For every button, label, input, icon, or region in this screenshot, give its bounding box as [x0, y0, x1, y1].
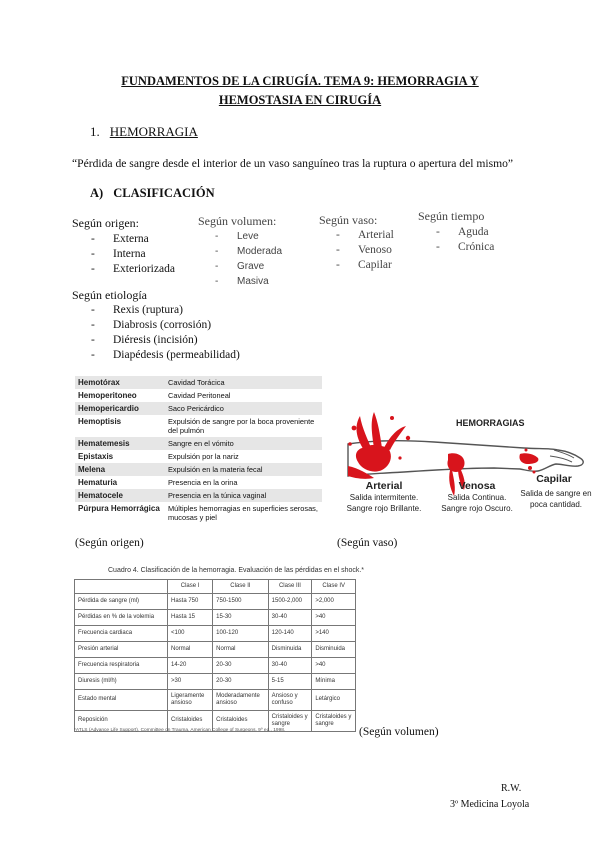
classification-etiologia	[72, 288, 240, 363]
definition-quote: “Pérdida de sangre desde el interior de un vaso sanguíneo tras la ruptura o apertura del mismo”	[72, 157, 514, 170]
capillary-desc: poca cantidad.	[529, 500, 583, 509]
table-row	[75, 502, 322, 524]
shock-table-title: Cuadro 4. Clasificación de la hemorragia. Evaluación de las pérdidas en el shock.*	[108, 567, 365, 574]
row-label: Diuresis (ml/h)	[75, 674, 168, 690]
subsection-heading	[90, 186, 215, 201]
table-row	[75, 690, 356, 711]
footer-course: 3º Medicina Loyola	[450, 799, 530, 810]
caption-volumen: (Según volumen)	[359, 726, 439, 738]
hemorrhage-types-figure	[344, 404, 594, 522]
table-row	[75, 642, 356, 658]
table-cell: >2,000	[312, 594, 356, 610]
table-cell: 30-40	[268, 658, 312, 674]
classification-heading: Según origen:	[72, 216, 139, 230]
table-row	[75, 402, 322, 415]
hemorrhage-term: Hematocele	[75, 489, 165, 502]
caption-vaso: (Según vaso)	[337, 537, 398, 549]
hemorrhage-term: Hematuria	[75, 476, 165, 489]
list-item: - Diabrosis (corrosión)	[91, 318, 240, 333]
table-cell: Cristaloides	[213, 711, 269, 732]
shock-classification-table	[74, 579, 356, 732]
table-cell: Cristaloides y sangre	[268, 711, 312, 732]
table-cell: >30	[168, 674, 213, 690]
list-item: - Crónica	[436, 240, 494, 255]
row-label: Frecuencia respiratoria	[75, 658, 168, 674]
table-row	[75, 626, 356, 642]
classification-list	[91, 232, 175, 277]
classification-origen	[72, 216, 175, 277]
table-cell: >40	[312, 610, 356, 626]
table-cell: Cristaloides y sangre	[312, 711, 356, 732]
column-header: Clase II	[213, 580, 269, 594]
hemorrhage-definition: Cavidad Torácica	[165, 376, 322, 389]
classification-tiempo	[418, 209, 494, 255]
classification-volumen	[198, 214, 282, 289]
table-row	[75, 610, 356, 626]
classification-list	[436, 225, 494, 255]
table-row	[75, 376, 322, 389]
list-item: - Exteriorizada	[91, 262, 175, 277]
venous-label: Venosa	[458, 480, 496, 492]
hemorrhage-term: Hemopericardio	[75, 402, 165, 415]
capillary-label: Capilar	[536, 473, 572, 485]
hemorrhage-definition: Saco Pericárdico	[165, 402, 322, 415]
classification-heading: Según volumen:	[198, 214, 277, 228]
subsection-label: CLASIFICACIÓN	[113, 186, 215, 200]
table-row	[75, 489, 322, 502]
table-row	[75, 463, 322, 476]
table-cell: Mínima	[312, 674, 356, 690]
hemorrhage-definition: Expulsión por la nariz	[165, 450, 322, 463]
table-cell: 14-20	[168, 658, 213, 674]
hemorrhage-term: Púrpura Hemorrágica	[75, 502, 165, 524]
classification-list	[91, 303, 240, 363]
list-item: - Diapédesis (permeabilidad)	[91, 348, 240, 363]
row-label: Frecuencia cardiaca	[75, 626, 168, 642]
list-item: - Venoso	[336, 243, 394, 258]
hemorrhage-definition: Presencia en la túnica vaginal	[165, 489, 322, 502]
hemorrhage-term: Hemotórax	[75, 376, 165, 389]
hemorrhage-term: Hemoptisis	[75, 415, 165, 437]
table-cell: 30-40	[268, 610, 312, 626]
arterial-desc: Sangre rojo Brillante.	[346, 504, 422, 513]
table-row	[75, 594, 356, 610]
table-cell: Hasta 750	[168, 594, 213, 610]
arterial-label: Arterial	[365, 480, 403, 492]
column-header: Clase III	[268, 580, 312, 594]
table-cell: Cristaloides	[168, 711, 213, 732]
table-cell: Ansioso y confuso	[268, 690, 312, 711]
table-cell: Moderadamente ansioso	[213, 690, 269, 711]
row-label: Pérdida de sangre (ml)	[75, 594, 168, 610]
table-cell: 100-120	[213, 626, 269, 642]
row-label: Pérdidas en % de la volemia	[75, 610, 168, 626]
table-cell: 20-30	[213, 674, 269, 690]
table-cell: 5-15	[268, 674, 312, 690]
list-item: - Rexis (ruptura)	[91, 303, 240, 318]
table-row	[75, 389, 322, 402]
section-number: 1.	[90, 124, 100, 139]
hemorrhage-definition: Expulsión en la materia fecal	[165, 463, 322, 476]
table-cell: 120-140	[268, 626, 312, 642]
hemorrhage-definition: Expulsión de sangre por la boca proveniente del pulmón	[165, 415, 322, 437]
table-row	[75, 415, 322, 437]
table-row	[75, 450, 322, 463]
classification-heading: Según vaso:	[319, 213, 378, 227]
classification-list	[215, 229, 282, 289]
table-cell: Hasta 15	[168, 610, 213, 626]
table-cell: Letárgico	[312, 690, 356, 711]
hemorrhage-definition: Sangre en el vómito	[165, 437, 322, 450]
footer-initials: R.W.	[501, 783, 522, 794]
page-title: FUNDAMENTOS DE LA CIRUGÍA. TEMA 9: HEMORRAGIA Y HEMOSTASIA EN CIRUGÍA	[121, 74, 479, 107]
row-label: Presión arterial	[75, 642, 168, 658]
table-cell: <100	[168, 626, 213, 642]
classification-vaso	[319, 213, 394, 273]
row-label: Reposición	[75, 711, 168, 732]
list-item: - Moderada	[215, 244, 282, 259]
list-item: - Interna	[91, 247, 175, 262]
list-item: - Aguda	[436, 225, 494, 240]
hemorrhage-definition: Presencia en la orina	[165, 476, 322, 489]
table-row	[75, 658, 356, 674]
arterial-desc: Salida intermitente.	[349, 493, 419, 502]
table-row	[75, 476, 322, 489]
table-cell: Normal	[168, 642, 213, 658]
list-item: - Capilar	[336, 258, 394, 273]
figure-title: HEMORRAGIAS	[456, 418, 525, 428]
hemorrhage-term: Hemoperitoneo	[75, 389, 165, 402]
classification-heading: Según tiempo	[418, 209, 485, 223]
row-label: Estado mental	[75, 690, 168, 711]
list-item: - Arterial	[336, 228, 394, 243]
venous-desc: Salida Continua.	[447, 493, 507, 502]
table-row	[75, 437, 322, 450]
classification-list	[336, 228, 394, 273]
classification-heading: Según etiología	[72, 288, 147, 302]
table-cell: Disminuida	[312, 642, 356, 658]
hemorrhage-definition: Cavidad Peritoneal	[165, 389, 322, 402]
table-cell: 20-30	[213, 658, 269, 674]
column-header	[75, 580, 168, 594]
capillary-desc: Salida de sangre en	[520, 489, 592, 498]
table-cell: Disminuida	[268, 642, 312, 658]
hemorrhage-term: Epistaxis	[75, 450, 165, 463]
hemorrhage-term: Hematemesis	[75, 437, 165, 450]
list-item: - Externa	[91, 232, 175, 247]
hemorrhage-term: Melena	[75, 463, 165, 476]
list-item: - Grave	[215, 259, 282, 274]
table-cell: Normal	[213, 642, 269, 658]
table-row	[75, 674, 356, 690]
table-cell: >140	[312, 626, 356, 642]
column-header: Clase I	[168, 580, 213, 594]
caption-origen: (Según origen)	[75, 537, 144, 549]
column-header: Clase IV	[312, 580, 356, 594]
venous-desc: Sangre rojo Oscuro.	[441, 504, 513, 513]
list-item: - Leve	[215, 229, 282, 244]
table-cell: >40	[312, 658, 356, 674]
table-cell: 750-1500	[213, 594, 269, 610]
list-item: - Masiva	[215, 274, 282, 289]
section-heading	[90, 124, 198, 140]
table-cell: 1500-2,000	[268, 594, 312, 610]
shock-table-note: *ATLS (Advance Life Support). Committee on Trauma, American College of Surgeons. 9º ed., 1998.	[74, 728, 286, 733]
table-header-row	[75, 580, 356, 594]
subsection-letter: A)	[90, 186, 104, 200]
table-cell: Ligeramente ansioso	[168, 690, 213, 711]
arm-illustration	[344, 404, 594, 522]
list-item: - Diéresis (incisión)	[91, 333, 240, 348]
hemorrhage-definition: Múltiples hemorragias en superficies serosas, mucosas y piel	[165, 502, 322, 524]
section-label: HEMORRAGIA	[109, 124, 198, 139]
table-cell: 15-30	[213, 610, 269, 626]
hemorrhage-origin-table	[75, 376, 322, 524]
